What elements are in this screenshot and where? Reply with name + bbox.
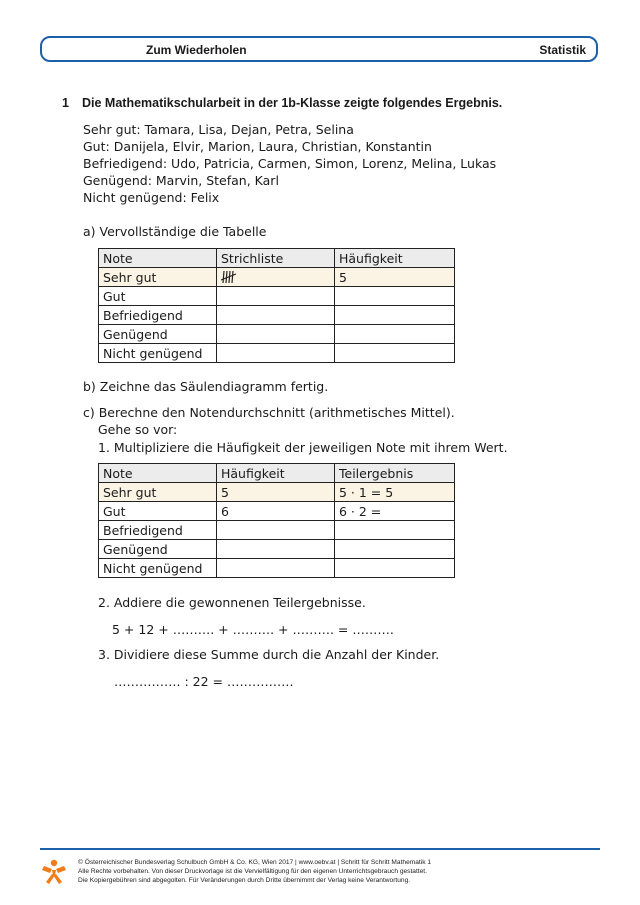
step-1-instruction: 1. Multipliziere die Häufigkeit der jeweiligen Note mit ihrem Wert. — [98, 440, 508, 455]
footer-line: Die Kopiergebühren sind abgegolten. Für Veränderungen durch Dritte übernimmt der Verlag keine Verantwortung. — [78, 877, 411, 884]
table-row — [99, 521, 455, 540]
footer-copyright — [78, 858, 431, 885]
grade-line: Befriedigend: Udo, Patricia, Carmen, Simon, Lorenz, Melina, Lukas — [83, 156, 497, 171]
table-cell: 5 — [217, 483, 335, 502]
grade-list — [83, 121, 496, 206]
table-header-row — [99, 464, 455, 483]
table-header-cell: Teilergebnis — [335, 464, 455, 483]
footer-line: Alle Rechte vorbehalten. Von dieser Druckvorlage ist die Vervielfältigung für den eigenen Unterrichtsgebrauch gestattet. — [78, 868, 427, 875]
grade-line: Sehr gut: Tamara, Lisa, Dejan, Petra, Selina — [83, 122, 354, 137]
footer-divider — [40, 848, 600, 850]
tally-table — [98, 248, 455, 363]
table-header-cell: Strichliste — [217, 249, 335, 268]
table-cell — [335, 306, 455, 325]
table-row — [99, 559, 455, 578]
table-row — [99, 268, 455, 287]
grade-line: Gut: Danijela, Elvir, Marion, Laura, Christian, Konstantin — [83, 139, 432, 154]
table-cell — [217, 521, 335, 540]
table-header-cell: Häufigkeit — [217, 464, 335, 483]
table-row — [99, 344, 455, 363]
table-cell — [217, 306, 335, 325]
table-cell: Sehr gut — [99, 483, 217, 502]
table-cell — [335, 344, 455, 363]
table-cell — [217, 287, 335, 306]
table-cell — [217, 559, 335, 578]
grade-line: Genügend: Marvin, Stefan, Karl — [83, 173, 279, 188]
sum-equation: 5 + 12 + ………. + ………. + ………. = ………. — [112, 622, 394, 637]
publisher-logo-icon — [40, 857, 68, 885]
table-cell: Befriedigend — [99, 306, 217, 325]
table-cell: Befriedigend — [99, 521, 217, 540]
table-row — [99, 287, 455, 306]
header-section-title: Zum Wiederholen — [146, 43, 247, 57]
table-cell — [217, 344, 335, 363]
tally-marks-icon — [221, 270, 239, 284]
table-cell: 5 — [335, 268, 455, 287]
table-cell — [335, 521, 455, 540]
task-title: Die Mathematikschularbeit in der 1b-Klasse zeigte folgendes Ergebnis. — [82, 96, 503, 110]
part-b-instruction: b) Zeichne das Säulendiagramm fertig. — [83, 379, 329, 394]
table-cell: 6 · 2 = — [335, 502, 455, 521]
part-c-instruction: c) Berechne den Notendurchschnitt (arithmetisches Mittel). — [83, 405, 455, 420]
part-c-hint: Gehe so vor: — [98, 422, 178, 437]
table-row — [99, 483, 455, 502]
step-3-instruction: 3. Dividiere diese Summe durch die Anzahl der Kinder. — [98, 647, 440, 662]
table-cell — [335, 540, 455, 559]
table-header-row — [99, 249, 455, 268]
task-heading — [62, 96, 502, 110]
table-row — [99, 502, 455, 521]
task-number: 1 — [62, 96, 69, 110]
table-cell: Gut — [99, 287, 217, 306]
division-equation: ……………. : 22 = ……………. — [114, 674, 294, 689]
table-row — [99, 540, 455, 559]
table-cell — [217, 325, 335, 344]
table-cell: Nicht genügend — [99, 344, 217, 363]
table-cell: Nicht genügend — [99, 559, 217, 578]
table-cell — [217, 540, 335, 559]
footer-line: © Österreichischer Bundesverlag Schulbuch GmbH & Co. KG, Wien 2017 | www.oebv.at | Schritt für Schritt Mathematik 1 — [78, 859, 432, 866]
table-header-cell: Note — [99, 464, 217, 483]
table-cell — [335, 287, 455, 306]
table-cell: Gut — [99, 502, 217, 521]
table-cell: Genügend — [99, 540, 217, 559]
table-row — [99, 325, 455, 344]
table-row — [99, 306, 455, 325]
header-topic: Statistik — [539, 43, 586, 57]
part-a-instruction: a) Vervollständige die Tabelle — [83, 224, 267, 239]
table-cell — [335, 325, 455, 344]
step-2-instruction: 2. Addiere die gewonnenen Teilergebnisse. — [98, 595, 366, 610]
table-cell — [335, 559, 455, 578]
table-cell: 5 · 1 = 5 — [335, 483, 455, 502]
tally-cell — [217, 268, 335, 287]
table-cell: Genügend — [99, 325, 217, 344]
grade-line: Nicht genügend: Felix — [83, 190, 220, 205]
table-header-cell: Häufigkeit — [335, 249, 455, 268]
table-cell: 6 — [217, 502, 335, 521]
table-header-cell: Note — [99, 249, 217, 268]
mean-calculation-table — [98, 463, 455, 578]
page-header — [40, 36, 598, 62]
table-cell: Sehr gut — [99, 268, 217, 287]
